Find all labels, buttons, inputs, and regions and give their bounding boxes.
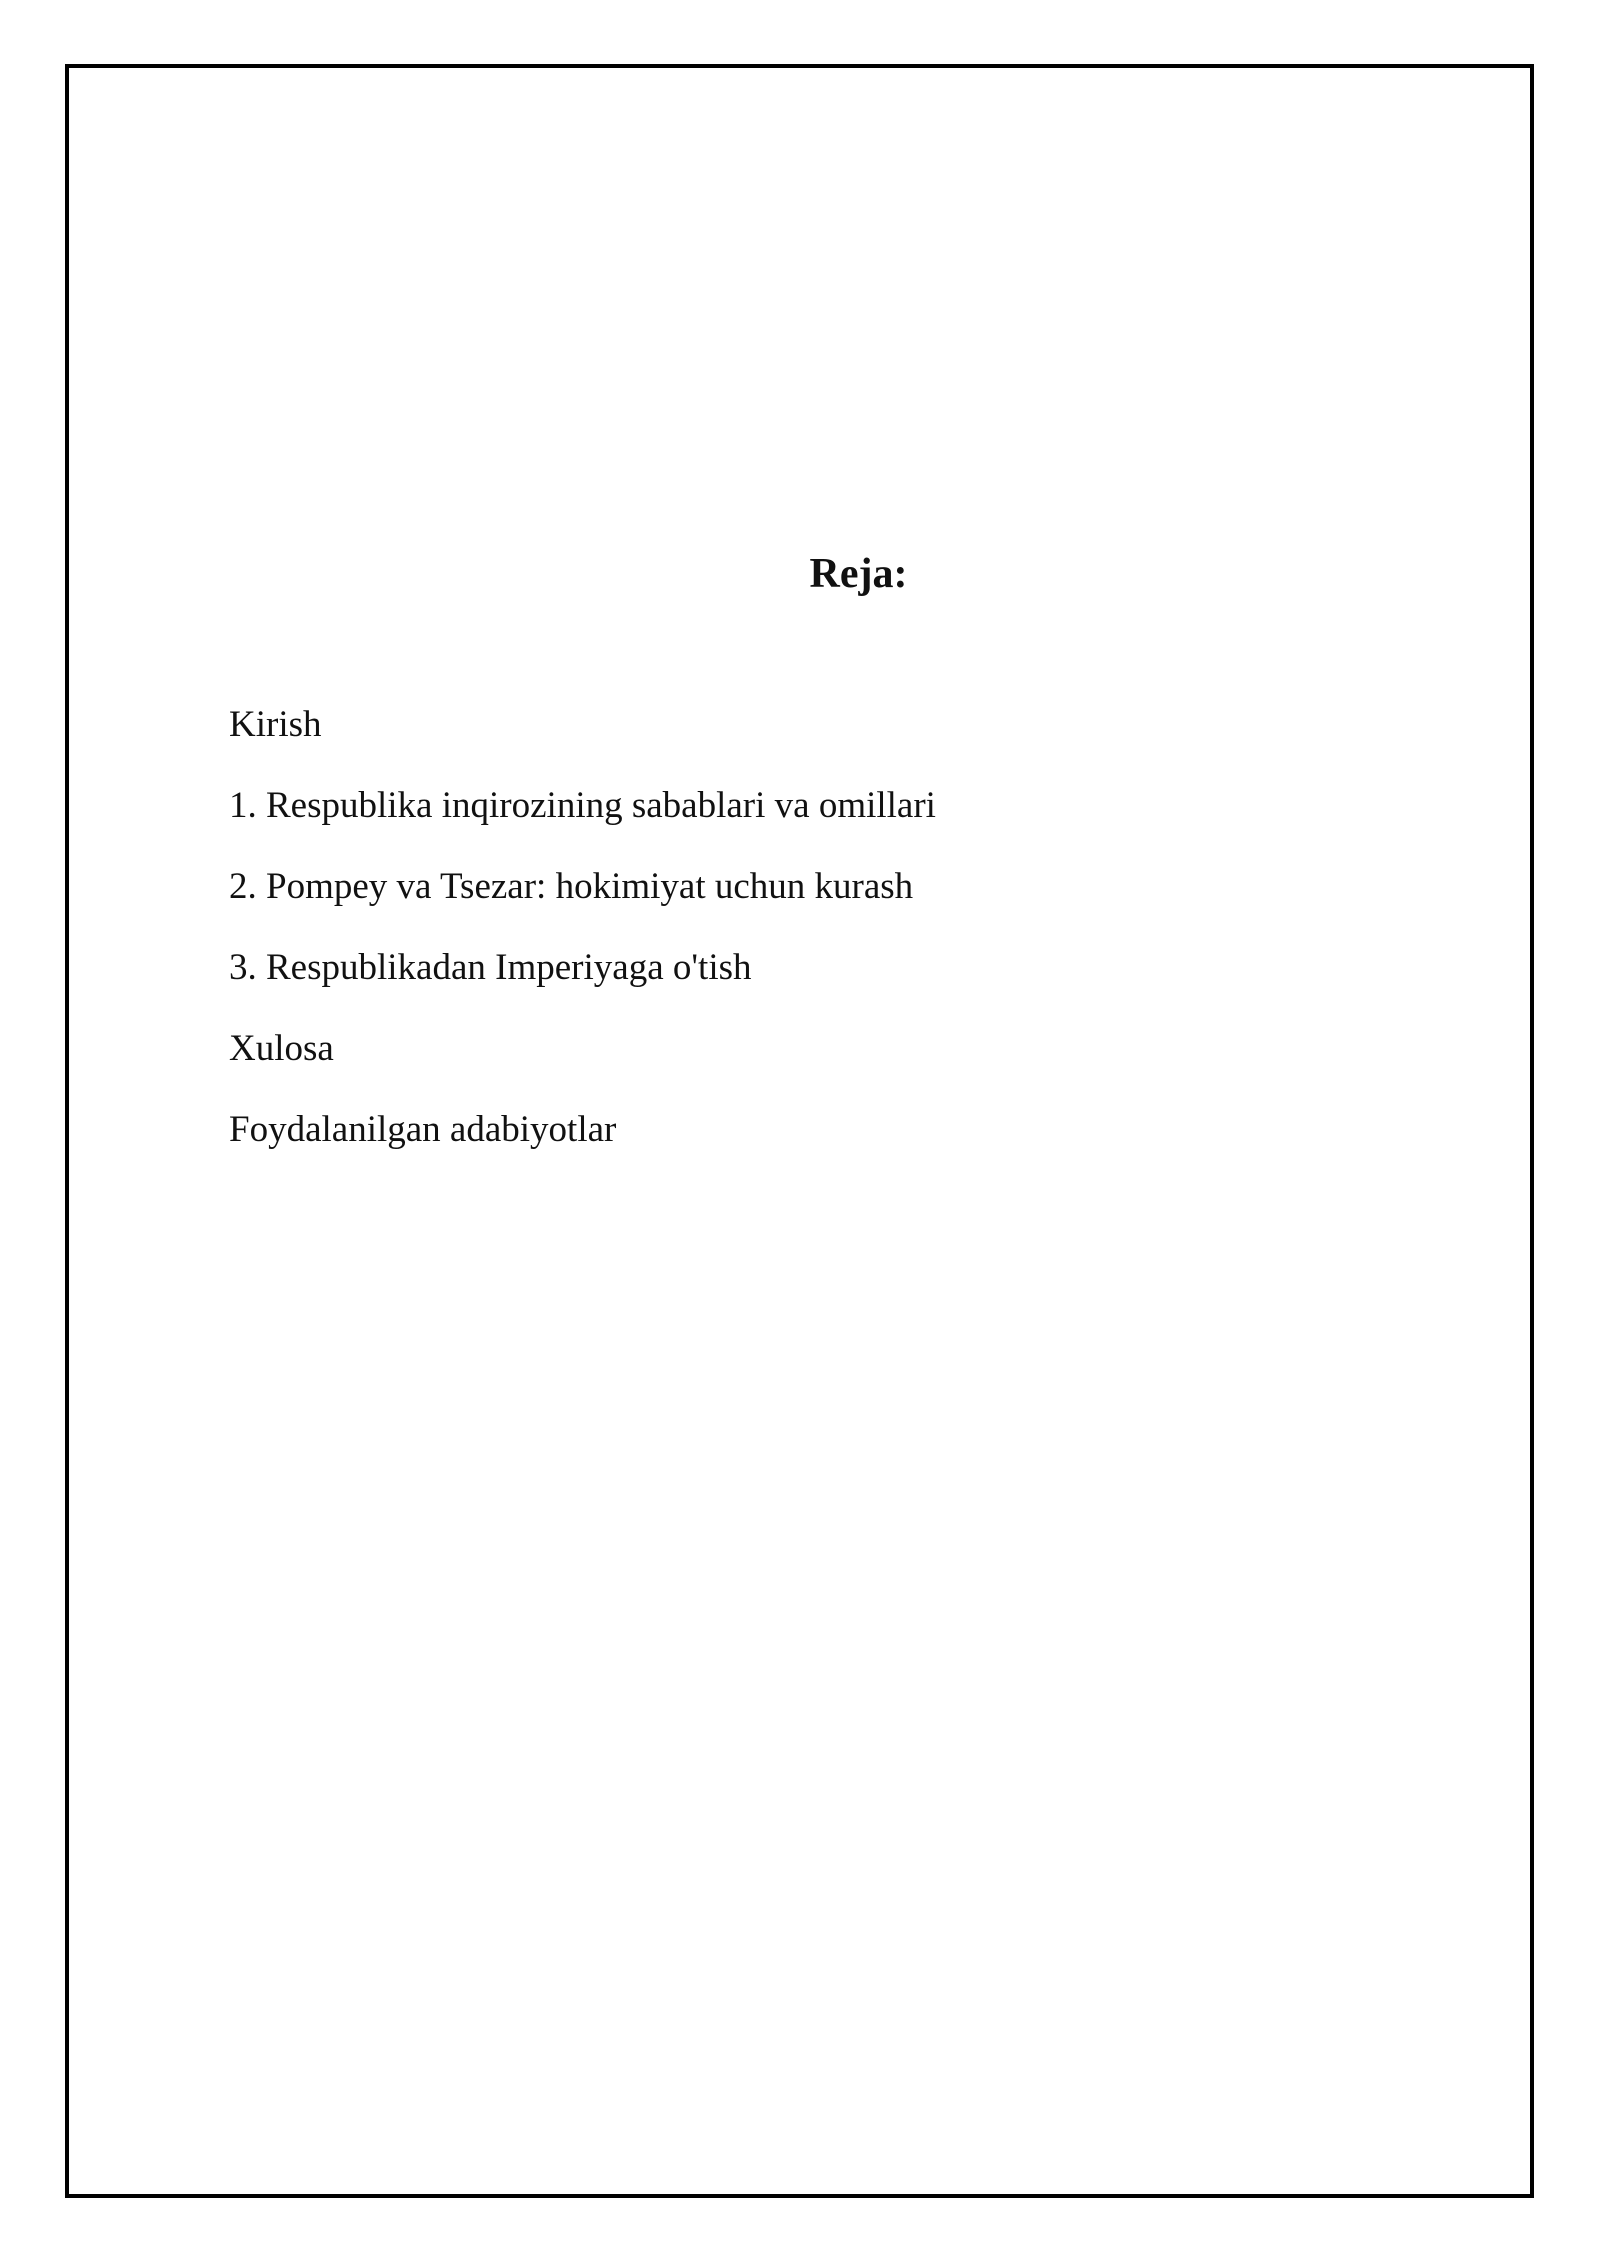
plan-item-introduction: Kirish bbox=[229, 704, 322, 745]
plan-item-conclusion: Xulosa bbox=[229, 1028, 334, 1069]
plan-item-3: 3. Respublikadan Imperiyaga o'tish bbox=[229, 947, 752, 988]
plan-item-1: 1. Respublika inqirozining sabablari va omillari bbox=[229, 785, 936, 826]
plan-item-2: 2. Pompey va Tsezar: hokimiyat uchun kurash bbox=[229, 866, 914, 907]
page-title: Reja: bbox=[809, 551, 908, 597]
plan-item-references: Foydalanilgan adabiyotlar bbox=[229, 1109, 617, 1150]
plan-list bbox=[229, 700, 936, 1186]
